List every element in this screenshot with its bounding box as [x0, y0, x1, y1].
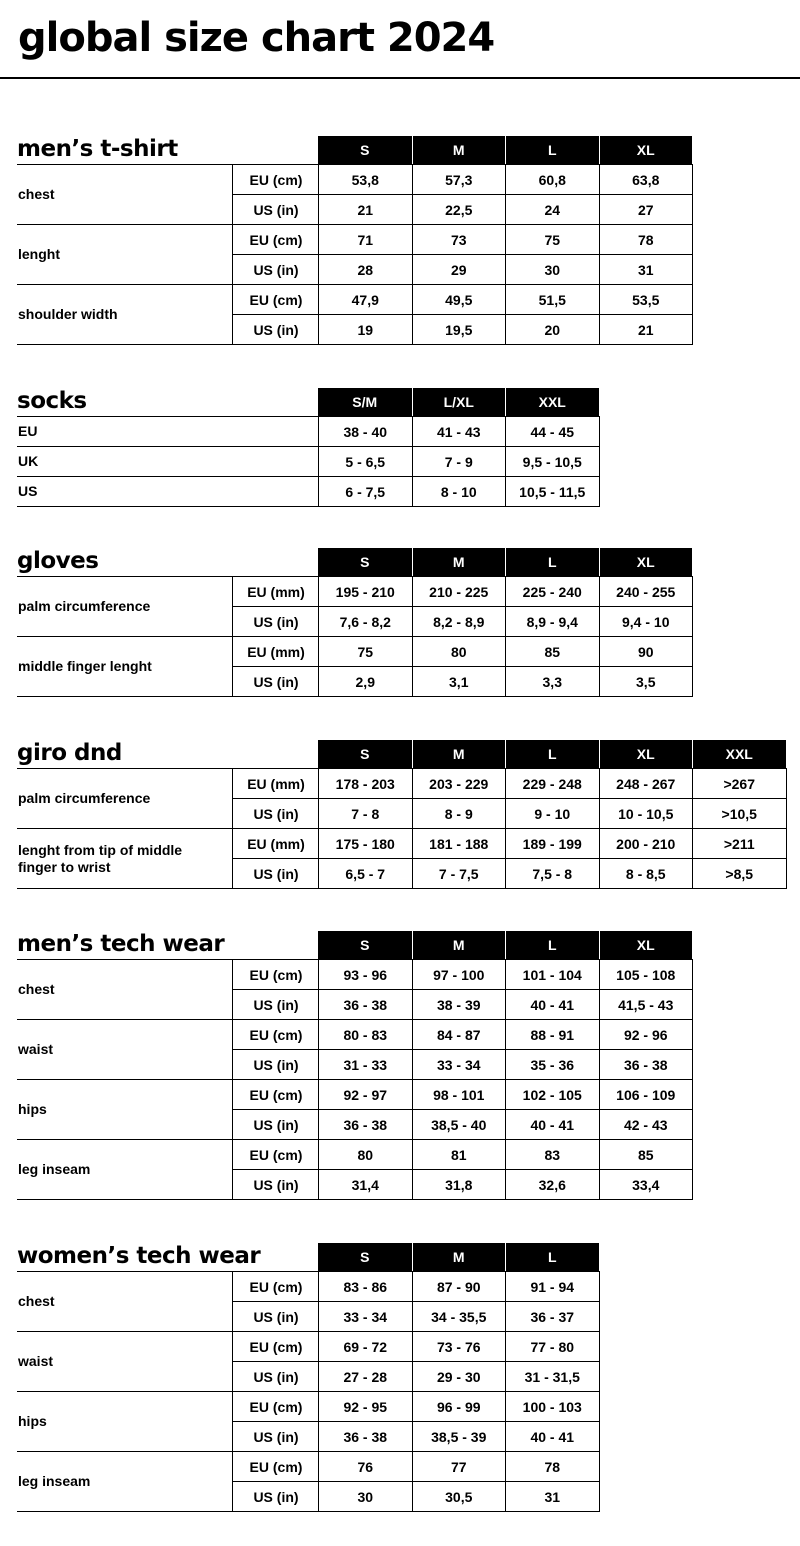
size-value: 189 - 199	[522, 835, 582, 852]
size-value: 91 - 94	[530, 1278, 575, 1295]
size-value: 8 - 10	[440, 483, 477, 500]
size-header: M	[413, 740, 506, 768]
size-value: 7,6 - 8,2	[339, 613, 391, 630]
unit-label: US (in)	[253, 321, 299, 338]
size-header: XXL	[693, 740, 786, 768]
size-value: 38 - 40	[343, 423, 388, 440]
size-value: 33 - 34	[343, 1308, 388, 1325]
size-value: 34 - 35,5	[431, 1308, 487, 1325]
size-value: 181 - 188	[429, 835, 489, 852]
size-value: 31,8	[445, 1176, 473, 1193]
size-value: 36 - 37	[530, 1308, 575, 1325]
section-title: men’s t-shirt	[17, 136, 178, 162]
size-value: 47,9	[351, 291, 379, 308]
measurement-label: waist	[18, 1041, 54, 1057]
size-value: 63,8	[632, 171, 660, 188]
size-value: >8,5	[725, 865, 754, 882]
size-value: 36 - 38	[343, 1116, 388, 1133]
size-value: 32,6	[538, 1176, 566, 1193]
size-value: 73	[450, 231, 467, 248]
unit-label: US (in)	[253, 1308, 299, 1325]
size-value: 19,5	[445, 321, 473, 338]
size-value: 30,5	[445, 1488, 473, 1505]
measurement-label: palm circumference	[18, 790, 151, 806]
size-value: 100 - 103	[522, 1398, 582, 1415]
size-header: S	[318, 931, 412, 959]
size-value: 8 - 9	[444, 805, 473, 822]
size-value: 10,5 - 11,5	[519, 483, 586, 500]
size-value: 53,5	[632, 291, 660, 308]
row-divider	[17, 506, 599, 507]
size-value: 98 - 101	[433, 1086, 485, 1103]
size-value: 7 - 8	[351, 805, 380, 822]
group-divider	[17, 1199, 692, 1200]
size-value: 51,5	[538, 291, 566, 308]
size-value: 40 - 41	[530, 1428, 575, 1445]
unit-label: EU (mm)	[247, 583, 305, 600]
size-value: 200 - 210	[616, 835, 676, 852]
measurement-label: leg inseam	[18, 1473, 91, 1489]
size-value: 24	[544, 201, 561, 218]
unit-label: US (in)	[253, 1368, 299, 1385]
size-value: 22,5	[445, 201, 473, 218]
measurement-label: chest	[18, 186, 55, 202]
page-title: global size chart 2024	[18, 15, 495, 61]
size-header: L	[506, 136, 599, 164]
size-value: 8,2 - 8,9	[433, 613, 485, 630]
row-label: UK	[18, 453, 39, 469]
size-header: S	[318, 1243, 412, 1271]
size-value: 35 - 36	[530, 1056, 575, 1073]
column-divider	[692, 959, 693, 1200]
size-value: 40 - 41	[530, 996, 575, 1013]
section-title: men’s tech wear	[17, 931, 225, 957]
size-value: 21	[637, 321, 654, 338]
size-value: 195 - 210	[335, 583, 395, 600]
size-value: 60,8	[538, 171, 566, 188]
size-value: 33 - 34	[436, 1056, 481, 1073]
measurement-label: leg inseam	[18, 1161, 91, 1177]
size-value: 101 - 104	[522, 966, 582, 983]
size-value: 80	[357, 1146, 374, 1163]
group-divider	[17, 344, 692, 345]
size-header: XL	[600, 740, 693, 768]
measurement-label: lenght	[18, 246, 60, 262]
unit-label: EU (cm)	[249, 1338, 303, 1355]
size-value: 97 - 100	[433, 966, 485, 983]
size-value: 80 - 83	[343, 1026, 388, 1043]
size-value: 28	[357, 261, 374, 278]
size-value: 29 - 30	[436, 1368, 481, 1385]
size-value: 9,4 - 10	[622, 613, 670, 630]
unit-label: EU (cm)	[249, 1398, 303, 1415]
measurement-label: hips	[18, 1101, 47, 1117]
row-label: US	[18, 483, 38, 499]
size-value: 31 - 33	[343, 1056, 388, 1073]
size-value: 36 - 38	[623, 1056, 668, 1073]
size-value: 31	[544, 1488, 561, 1505]
size-header: M	[413, 1243, 506, 1271]
unit-label: US (in)	[253, 261, 299, 278]
group-divider	[17, 888, 786, 889]
measurement-label: waist	[18, 1353, 54, 1369]
size-header: M	[413, 136, 506, 164]
size-value: 10 - 10,5	[618, 805, 674, 822]
measurement-label: lenght from tip of middle finger to wrist	[18, 841, 183, 875]
section-title: giro dnd	[17, 740, 122, 766]
size-value: 29	[450, 261, 467, 278]
unit-label: US (in)	[253, 613, 299, 630]
measurement-label: chest	[18, 1293, 55, 1309]
column-divider	[599, 1271, 600, 1512]
size-value: 36 - 38	[343, 1428, 388, 1445]
size-header: L	[506, 740, 599, 768]
unit-label: EU (cm)	[249, 1278, 303, 1295]
measurement-label: middle finger lenght	[18, 658, 152, 674]
title-divider	[0, 77, 800, 79]
size-header: L	[506, 548, 599, 576]
size-value: 21	[357, 201, 374, 218]
size-value: 6 - 7,5	[345, 483, 386, 500]
size-header: S	[318, 136, 412, 164]
group-divider	[17, 1511, 599, 1512]
size-value: 78	[637, 231, 654, 248]
size-value: 78	[544, 1458, 561, 1475]
size-value: 38 - 39	[436, 996, 481, 1013]
size-value: 27	[637, 201, 654, 218]
column-divider	[692, 164, 693, 345]
size-value: 38,5 - 40	[431, 1116, 487, 1133]
size-value: 42 - 43	[623, 1116, 668, 1133]
section-title: gloves	[17, 548, 99, 574]
size-value: 6,5 - 7	[345, 865, 386, 882]
size-value: 90	[637, 643, 654, 660]
size-value: 8 - 8,5	[625, 865, 666, 882]
size-header: S	[318, 740, 412, 768]
size-value: 36 - 38	[343, 996, 388, 1013]
size-value: 41 - 43	[436, 423, 481, 440]
size-value: 19	[357, 321, 374, 338]
size-value: 105 - 108	[616, 966, 676, 983]
size-value: 210 - 225	[429, 583, 489, 600]
size-header: XL	[600, 931, 693, 959]
size-value: 5 - 6,5	[345, 453, 386, 470]
size-value: 83 - 86	[343, 1278, 388, 1295]
unit-label: EU (cm)	[249, 231, 303, 248]
size-value: 41,5 - 43	[618, 996, 674, 1013]
size-value: 40 - 41	[530, 1116, 575, 1133]
unit-label: US (in)	[253, 1116, 299, 1133]
size-value: 31 - 31,5	[524, 1368, 580, 1385]
size-value: 8,9 - 9,4	[526, 613, 578, 630]
size-value: 85	[637, 1146, 654, 1163]
size-value: 92 - 95	[343, 1398, 388, 1415]
unit-label: EU (mm)	[247, 643, 305, 660]
size-value: 84 - 87	[436, 1026, 481, 1043]
size-value: 3,3	[542, 673, 562, 690]
size-value: 27 - 28	[343, 1368, 388, 1385]
size-value: 77 - 80	[530, 1338, 575, 1355]
size-value: 229 - 248	[522, 775, 582, 792]
size-value: 9 - 10	[534, 805, 571, 822]
size-value: 92 - 97	[343, 1086, 388, 1103]
size-value: 44 - 45	[530, 423, 575, 440]
unit-label: US (in)	[253, 996, 299, 1013]
size-value: 73 - 76	[436, 1338, 481, 1355]
unit-label: US (in)	[253, 865, 299, 882]
size-value: 71	[357, 231, 374, 248]
measurement-label: palm circumference	[18, 598, 151, 614]
size-value: 178 - 203	[335, 775, 395, 792]
unit-label: EU (cm)	[249, 291, 303, 308]
size-value: 93 - 96	[343, 966, 388, 983]
unit-label: US (in)	[253, 1176, 299, 1193]
size-header: S	[318, 548, 412, 576]
size-value: 248 - 267	[616, 775, 676, 792]
size-header: XL	[600, 136, 693, 164]
size-header: M	[413, 548, 506, 576]
unit-label: EU (cm)	[249, 1086, 303, 1103]
size-value: 76	[357, 1458, 374, 1475]
unit-label: US (in)	[253, 1488, 299, 1505]
size-value: >211	[723, 835, 755, 852]
size-value: 102 - 105	[522, 1086, 582, 1103]
size-value: 80	[450, 643, 467, 660]
size-value: 33,4	[632, 1176, 660, 1193]
size-header: S/M	[318, 388, 412, 416]
size-value: 7 - 7,5	[438, 865, 479, 882]
size-value: 81	[450, 1146, 467, 1163]
unit-label: EU (mm)	[247, 835, 305, 852]
group-divider	[17, 696, 692, 697]
size-value: 75	[544, 231, 561, 248]
unit-label: EU (cm)	[249, 1026, 303, 1043]
size-header: L/XL	[413, 388, 506, 416]
size-value: >267	[723, 775, 756, 792]
column-divider	[692, 576, 693, 697]
unit-label: EU (cm)	[249, 171, 303, 188]
size-value: 30	[544, 261, 561, 278]
unit-label: EU (cm)	[249, 1146, 303, 1163]
size-value: 92 - 96	[623, 1026, 668, 1043]
size-value: 83	[544, 1146, 561, 1163]
size-value: 69 - 72	[343, 1338, 388, 1355]
size-header: XXL	[506, 388, 599, 416]
unit-label: EU (mm)	[247, 775, 305, 792]
column-divider	[599, 416, 600, 507]
row-label: EU	[18, 423, 38, 439]
measurement-label: chest	[18, 981, 55, 997]
size-value: 77	[450, 1458, 467, 1475]
size-header: L	[506, 931, 599, 959]
size-value: 31	[637, 261, 654, 278]
unit-label: US (in)	[253, 1428, 299, 1445]
unit-label: US (in)	[253, 201, 299, 218]
size-value: 3,1	[449, 673, 469, 690]
size-value: 20	[544, 321, 561, 338]
size-value: 57,3	[445, 171, 473, 188]
unit-label: EU (cm)	[249, 966, 303, 983]
size-header: M	[413, 931, 506, 959]
size-value: 87 - 90	[436, 1278, 481, 1295]
measurement-label: shoulder width	[18, 306, 118, 322]
size-value: 53,8	[351, 171, 379, 188]
section-title: socks	[17, 388, 87, 414]
size-value: 75	[357, 643, 374, 660]
size-header: L	[506, 1243, 599, 1271]
size-value: 2,9	[355, 673, 375, 690]
unit-label: US (in)	[253, 805, 299, 822]
unit-label: EU (cm)	[249, 1458, 303, 1475]
size-value: 106 - 109	[616, 1086, 676, 1103]
size-value: 240 - 255	[616, 583, 676, 600]
size-value: >10,5	[721, 805, 757, 822]
size-value: 7,5 - 8	[532, 865, 573, 882]
section-title: women’s tech wear	[17, 1243, 261, 1269]
size-value: 38,5 - 39	[431, 1428, 487, 1445]
size-value: 30	[357, 1488, 374, 1505]
size-header: XL	[600, 548, 693, 576]
size-value: 9,5 - 10,5	[522, 453, 582, 470]
measurement-label: hips	[18, 1413, 47, 1429]
size-value: 31,4	[351, 1176, 379, 1193]
column-divider	[786, 768, 787, 889]
size-value: 225 - 240	[522, 583, 582, 600]
unit-label: US (in)	[253, 1056, 299, 1073]
size-value: 88 - 91	[530, 1026, 575, 1043]
size-value: 85	[544, 643, 561, 660]
unit-label: US (in)	[253, 673, 299, 690]
size-value: 203 - 229	[429, 775, 489, 792]
size-value: 3,5	[636, 673, 656, 690]
size-value: 175 - 180	[335, 835, 395, 852]
size-value: 49,5	[445, 291, 473, 308]
size-value: 96 - 99	[436, 1398, 481, 1415]
size-value: 7 - 9	[444, 453, 473, 470]
